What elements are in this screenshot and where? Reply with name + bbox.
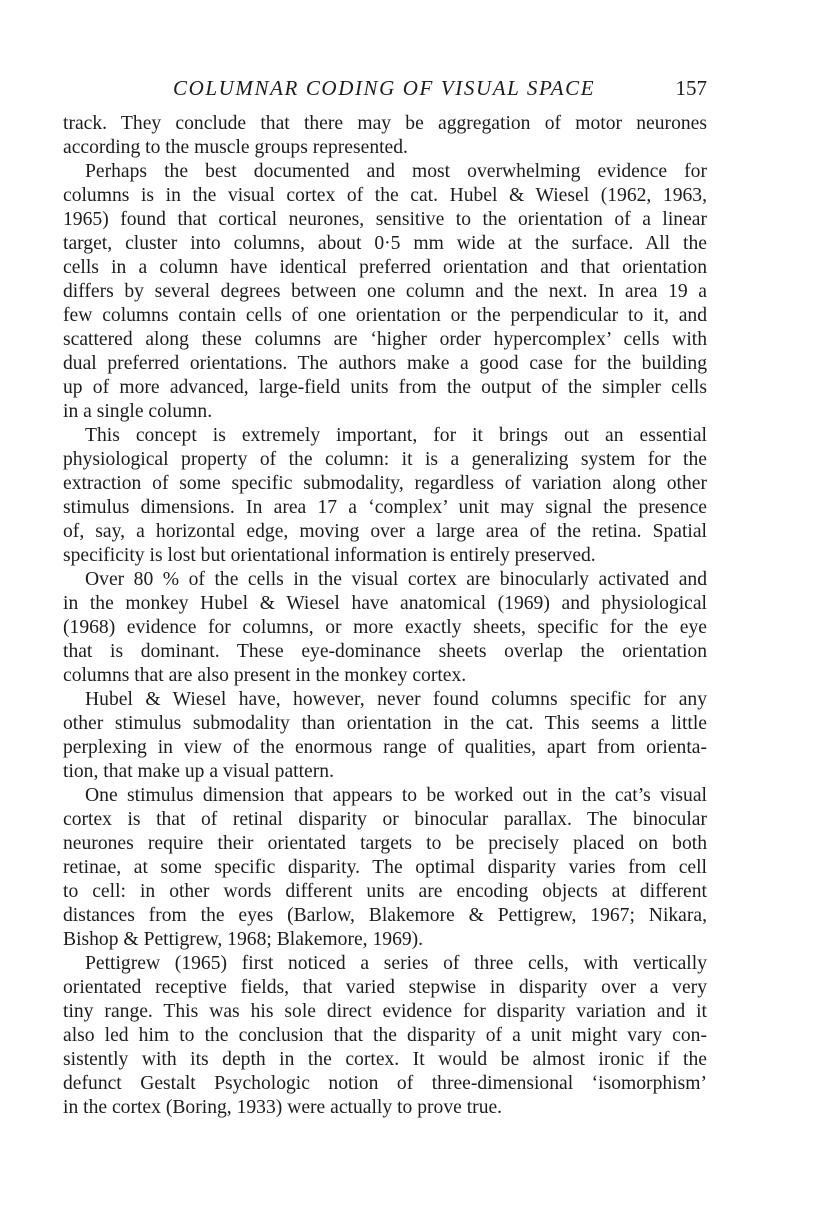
text-line: in a single column. xyxy=(63,401,213,422)
text-line: columns is in the visual cortex of the cat. Hubel & Wiesel (1962, 1963, xyxy=(63,185,707,206)
body-text xyxy=(63,112,707,1120)
text-line: specificity is lost but orientational information is entirely preserved. xyxy=(63,545,596,566)
text-line: perplexing in view of the enormous range of qualities, apart from orienta- xyxy=(63,737,707,758)
paragraph xyxy=(63,568,707,688)
text-line: that is dominant. These eye-dominance sheets overlap the orientation xyxy=(63,641,707,662)
text-line: distances from the eyes (Barlow, Blakemore & Pettigrew, 1967; Nikara, xyxy=(63,905,707,926)
text-line: track. They conclude that there may be aggregation of motor neurones xyxy=(63,113,707,134)
text-line: defunct Gestalt Psychologic notion of three-dimensional ‘isomorphism’ xyxy=(63,1073,707,1094)
text-line: other stimulus submodality than orientation in the cat. This seems a little xyxy=(63,713,707,734)
text-line: tiny range. This was his sole direct evidence for disparity variation and it xyxy=(63,1001,707,1022)
text-line: cells in a column have identical preferred orientation and that orientation xyxy=(63,257,707,278)
text-line: scattered along these columns are ‘higher order hypercomplex’ cells with xyxy=(63,329,707,350)
text-line: few columns contain cells of one orientation or the perpendicular to it, and xyxy=(63,305,707,326)
text-line: Bishop & Pettigrew, 1968; Blakemore, 1969). xyxy=(63,929,424,950)
text-line: tion, that make up a visual pattern. xyxy=(63,761,334,782)
paragraph xyxy=(63,160,707,424)
paragraph xyxy=(63,952,707,1120)
paragraph xyxy=(63,784,707,952)
paragraph xyxy=(63,424,707,568)
text-line: dual preferred orientations. The authors make a good case for the building xyxy=(63,353,707,374)
text-line: 1965) found that cortical neurones, sensitive to the orientation of a linear xyxy=(63,209,707,230)
text-line: extraction of some specific submodality, regardless of variation along other xyxy=(63,473,707,494)
text-line: according to the muscle groups represented. xyxy=(63,137,408,158)
text-line: (1968) evidence for columns, or more exactly sheets, specific for the eye xyxy=(63,617,707,638)
text-line: columns that are also present in the monkey cortex. xyxy=(63,665,467,686)
text-line: Perhaps the best documented and most overwhelming evidence for xyxy=(85,161,707,182)
text-line: Hubel & Wiesel have, however, never found columns specific for any xyxy=(85,689,707,710)
text-line: This concept is extremely important, for it brings out an essential xyxy=(85,425,707,446)
text-line: differs by several degrees between one column and the next. In area 19 a xyxy=(63,281,707,302)
paragraph xyxy=(63,112,707,160)
text-line: neurones require their orientated targets to be precisely placed on both xyxy=(63,833,707,854)
text-line: physiological property of the column: it is a generalizing system for the xyxy=(63,449,707,470)
running-title: COLUMNAR CODING OF VISUAL SPACE xyxy=(173,76,596,100)
text-line: Over 80 % of the cells in the visual cortex are binocularly activated and xyxy=(85,569,707,590)
running-header xyxy=(63,76,707,106)
text-line: One stimulus dimension that appears to be worked out in the cat’s visual xyxy=(85,785,707,806)
text-line: also led him to the conclusion that the disparity of a unit might vary con- xyxy=(63,1025,707,1046)
text-line: to cell: in other words different units are encoding objects at different xyxy=(63,881,707,902)
text-line: up of more advanced, large-field units from the output of the simpler cells xyxy=(63,377,707,398)
text-line: Pettigrew (1965) first noticed a series of three cells, with vertically xyxy=(85,953,707,974)
paragraph xyxy=(63,688,707,784)
page-number: 157 xyxy=(675,76,707,100)
text-line: in the cortex (Boring, 1933) were actually to prove true. xyxy=(63,1097,503,1118)
text-line: orientated receptive fields, that varied stepwise in disparity over a very xyxy=(63,977,707,998)
text-line: cortex is that of retinal disparity or binocular parallax. The binocular xyxy=(63,809,707,830)
text-line: target, cluster into columns, about 0·5 mm wide at the surface. All the xyxy=(63,233,707,254)
text-line: stimulus dimensions. In area 17 a ‘complex’ unit may signal the presence xyxy=(63,497,707,518)
text-line: sistently with its depth in the cortex. It would be almost ironic if the xyxy=(63,1049,707,1070)
text-line: retinae, at some specific disparity. The optimal disparity varies from cell xyxy=(63,857,707,878)
text-line: of, say, a horizontal edge, moving over a large area of the retina. Spatial xyxy=(63,521,707,542)
text-line: in the monkey Hubel & Wiesel have anatomical (1969) and physiological xyxy=(63,593,707,614)
